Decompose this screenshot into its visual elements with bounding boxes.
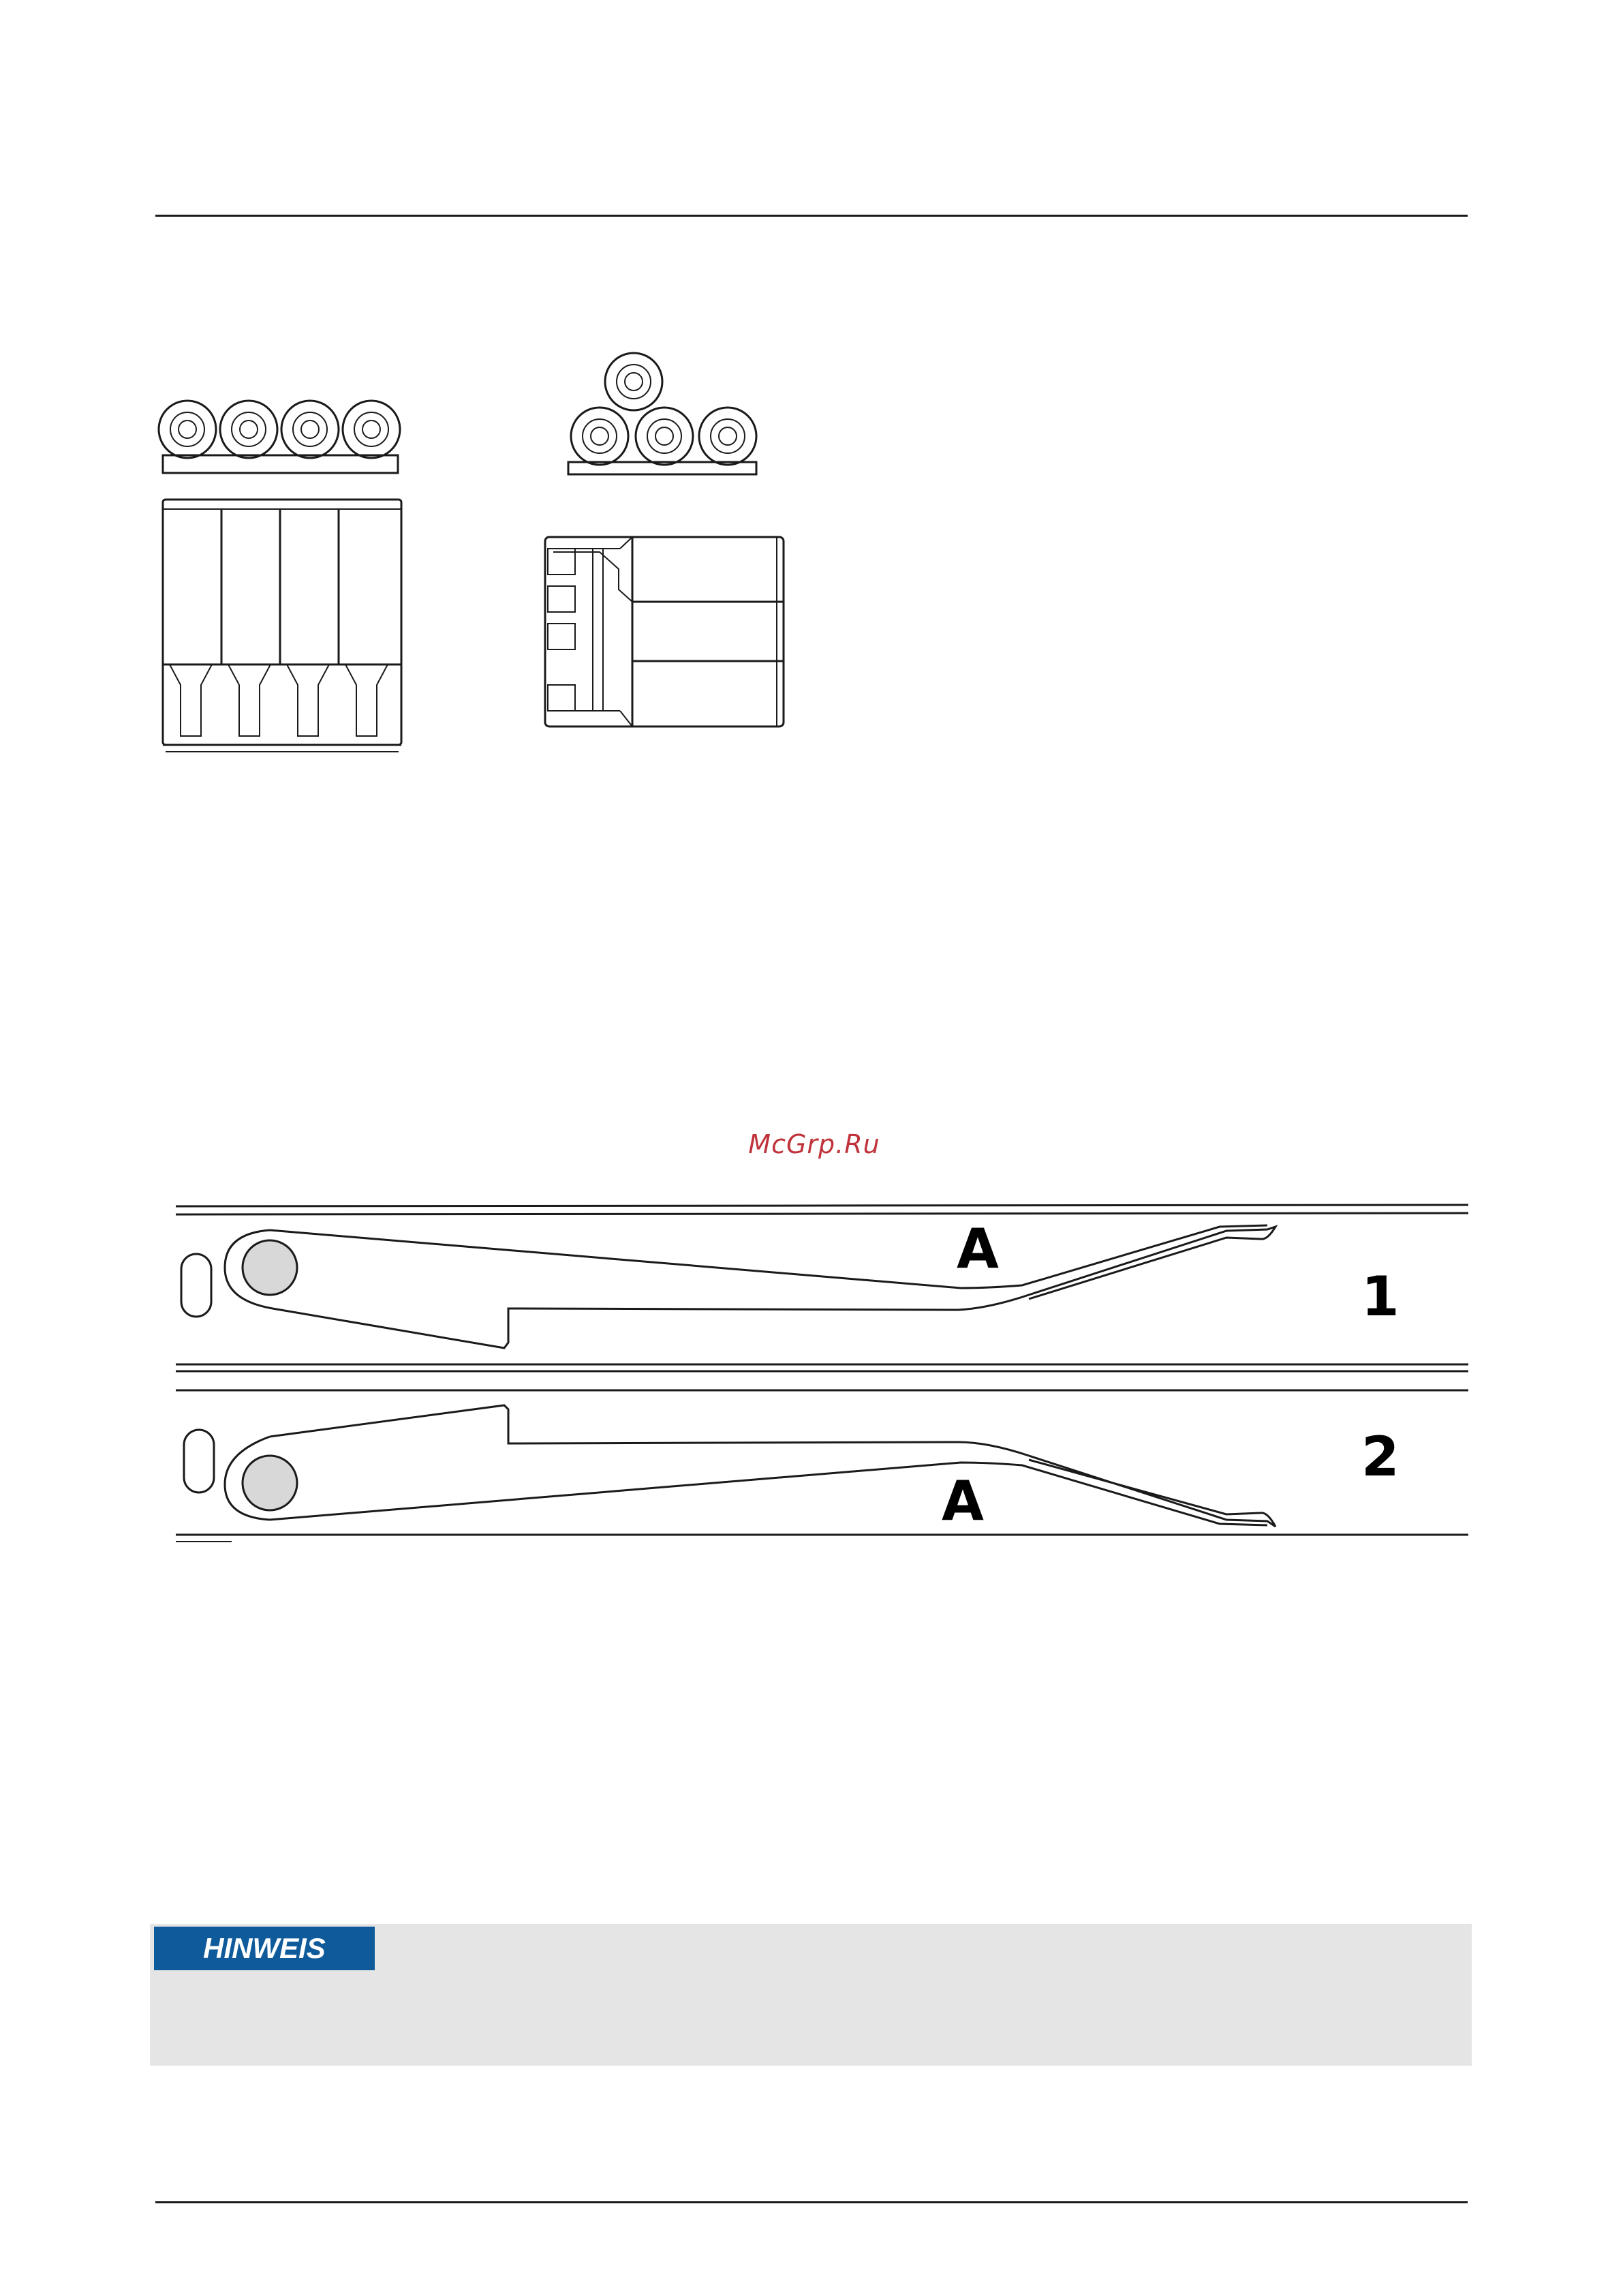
- connector-cluster-top-view: [568, 353, 756, 474]
- connector-inline-top-view: [159, 401, 400, 473]
- connector-cluster-side-view: [545, 537, 784, 726]
- rail-1: [176, 1205, 1468, 1371]
- notice-box: [150, 1924, 1472, 2066]
- rail-2-number: 2: [1361, 1425, 1400, 1488]
- rail-1-marker: A: [957, 1217, 999, 1281]
- connector-inline-figure: [153, 344, 405, 760]
- footer-rule: [155, 2201, 1468, 2203]
- connector-cluster-figure: [538, 344, 790, 733]
- watermark: McGrp.Ru: [748, 1129, 880, 1159]
- connector-inline-side-view: [163, 500, 401, 752]
- notice-badge: HINWEIS: [154, 1927, 375, 1970]
- rail-2-marker: A: [942, 1469, 984, 1533]
- header-rule: [155, 215, 1468, 217]
- rail-1-number: 1: [1361, 1265, 1400, 1328]
- rails-figure: [170, 1186, 1472, 1554]
- rail-2: [176, 1390, 1468, 1542]
